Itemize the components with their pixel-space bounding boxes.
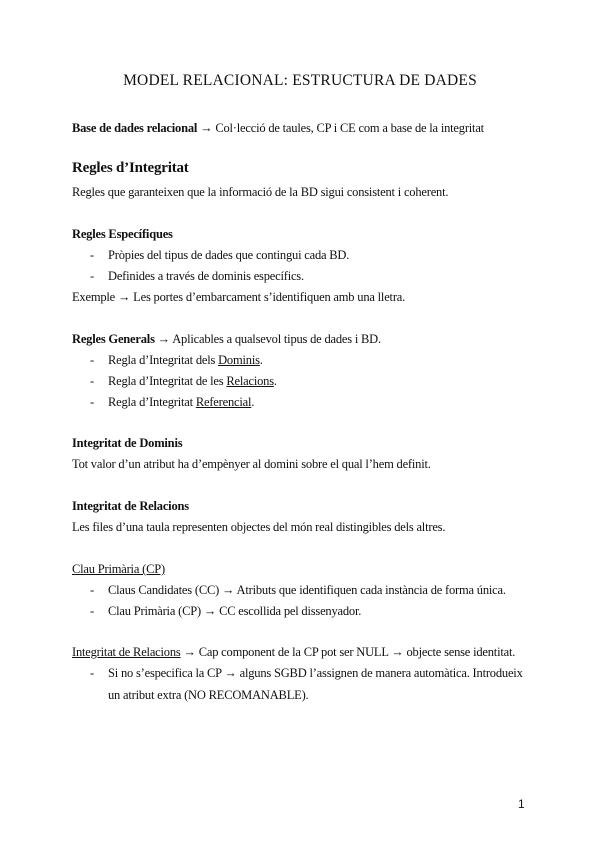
bullet-dash: - [90, 604, 94, 618]
regles-integritat-heading: Regles d’Integritat [72, 160, 189, 176]
integritat-relacions-heading: Integritat de Relacions [72, 499, 189, 513]
bullet-dash: - [90, 374, 94, 388]
regles-generals-heading: Regles Generals [72, 332, 155, 346]
page-title: MODEL RELACIONAL: ESTRUCTURA DE DADES [123, 72, 477, 89]
list-item-suffix: . [251, 395, 255, 409]
list-item-text: Si no s’especifica la CP → alguns SGBD l’assignen de manera automàtica. Introdueix [108, 666, 523, 680]
list-item-text: Claus Candidates (CC) → Atributs que identifiquen cada instància de forma única. [108, 583, 506, 597]
regles-generals-text: → Aplicables a qualsevol tipus de dades i BD. [154, 332, 381, 346]
bullet-dash: - [90, 395, 94, 409]
list-item-suffix: . [273, 374, 277, 388]
example-line: Exemple → Les portes d’embarcament s’identifiquen amb una lletra. [72, 290, 406, 304]
list-item [90, 604, 560, 619]
list-item-text: Regla d’Integritat de les [108, 374, 227, 388]
list-item [90, 353, 560, 368]
regles-generals-line [72, 332, 542, 347]
list-item [90, 269, 560, 284]
bullet-dash: - [90, 248, 94, 262]
bullet-dash: - [90, 583, 94, 597]
integritat-dominis-text: Tot valor d’un atribut ha d’empènyer al domini sobre el qual l’hem definit. [72, 457, 431, 471]
list-item-underlined: Dominis [218, 353, 260, 367]
list-item-text: Pròpies del tipus de dades que contingui cada BD. [108, 248, 350, 262]
bullet-dash: - [90, 666, 94, 680]
list-item-text: Regla d’Integritat dels [108, 353, 219, 367]
integritat-relacions-cp-text: → Cap component de la CP pot ser NULL → objecte sense identitat. [180, 645, 516, 659]
regles-integritat-text: Regles que garanteixen que la informació de la BD sigui consistent i coherent. [72, 185, 449, 199]
list-item-underlined: Relacions [226, 374, 274, 388]
base-label: Base de dades relacional [72, 121, 198, 135]
integritat-dominis-heading: Integritat de Dominis [72, 436, 183, 450]
list-item-continuation: un atribut extra (NO RECOMANABLE). [108, 688, 309, 702]
clau-primaria-heading: Clau Primària (CP) [72, 562, 165, 576]
list-item-text: Regla d’Integritat [108, 395, 196, 409]
list-item [90, 583, 560, 598]
bullet-dash: - [90, 269, 94, 283]
integritat-relacions-text: Les files d’una taula representen objectes del món real distingibles dels altres. [72, 520, 446, 534]
list-item-underlined: Referencial [195, 395, 252, 409]
bullet-dash: - [90, 353, 94, 367]
integritat-relacions-cp-label: Integritat de Relacions [72, 645, 181, 659]
list-item-text: Definides a través de dominis específics. [108, 269, 304, 283]
list-item [90, 248, 560, 263]
list-item-suffix: . [259, 353, 263, 367]
regles-especifiques-heading: Regles Específiques [72, 227, 173, 241]
list-item [90, 374, 560, 389]
integritat-relacions-cp-line [72, 645, 542, 660]
list-item [90, 395, 560, 410]
list-item-text: Clau Primària (CP) → CC escollida pel dissenyador. [108, 604, 362, 618]
base-text: → Col·lecció de taules, CP i CE com a base de la integritat [197, 121, 484, 135]
list-item [90, 666, 560, 681]
base-line [72, 121, 542, 136]
page-number: 1 [518, 797, 525, 811]
